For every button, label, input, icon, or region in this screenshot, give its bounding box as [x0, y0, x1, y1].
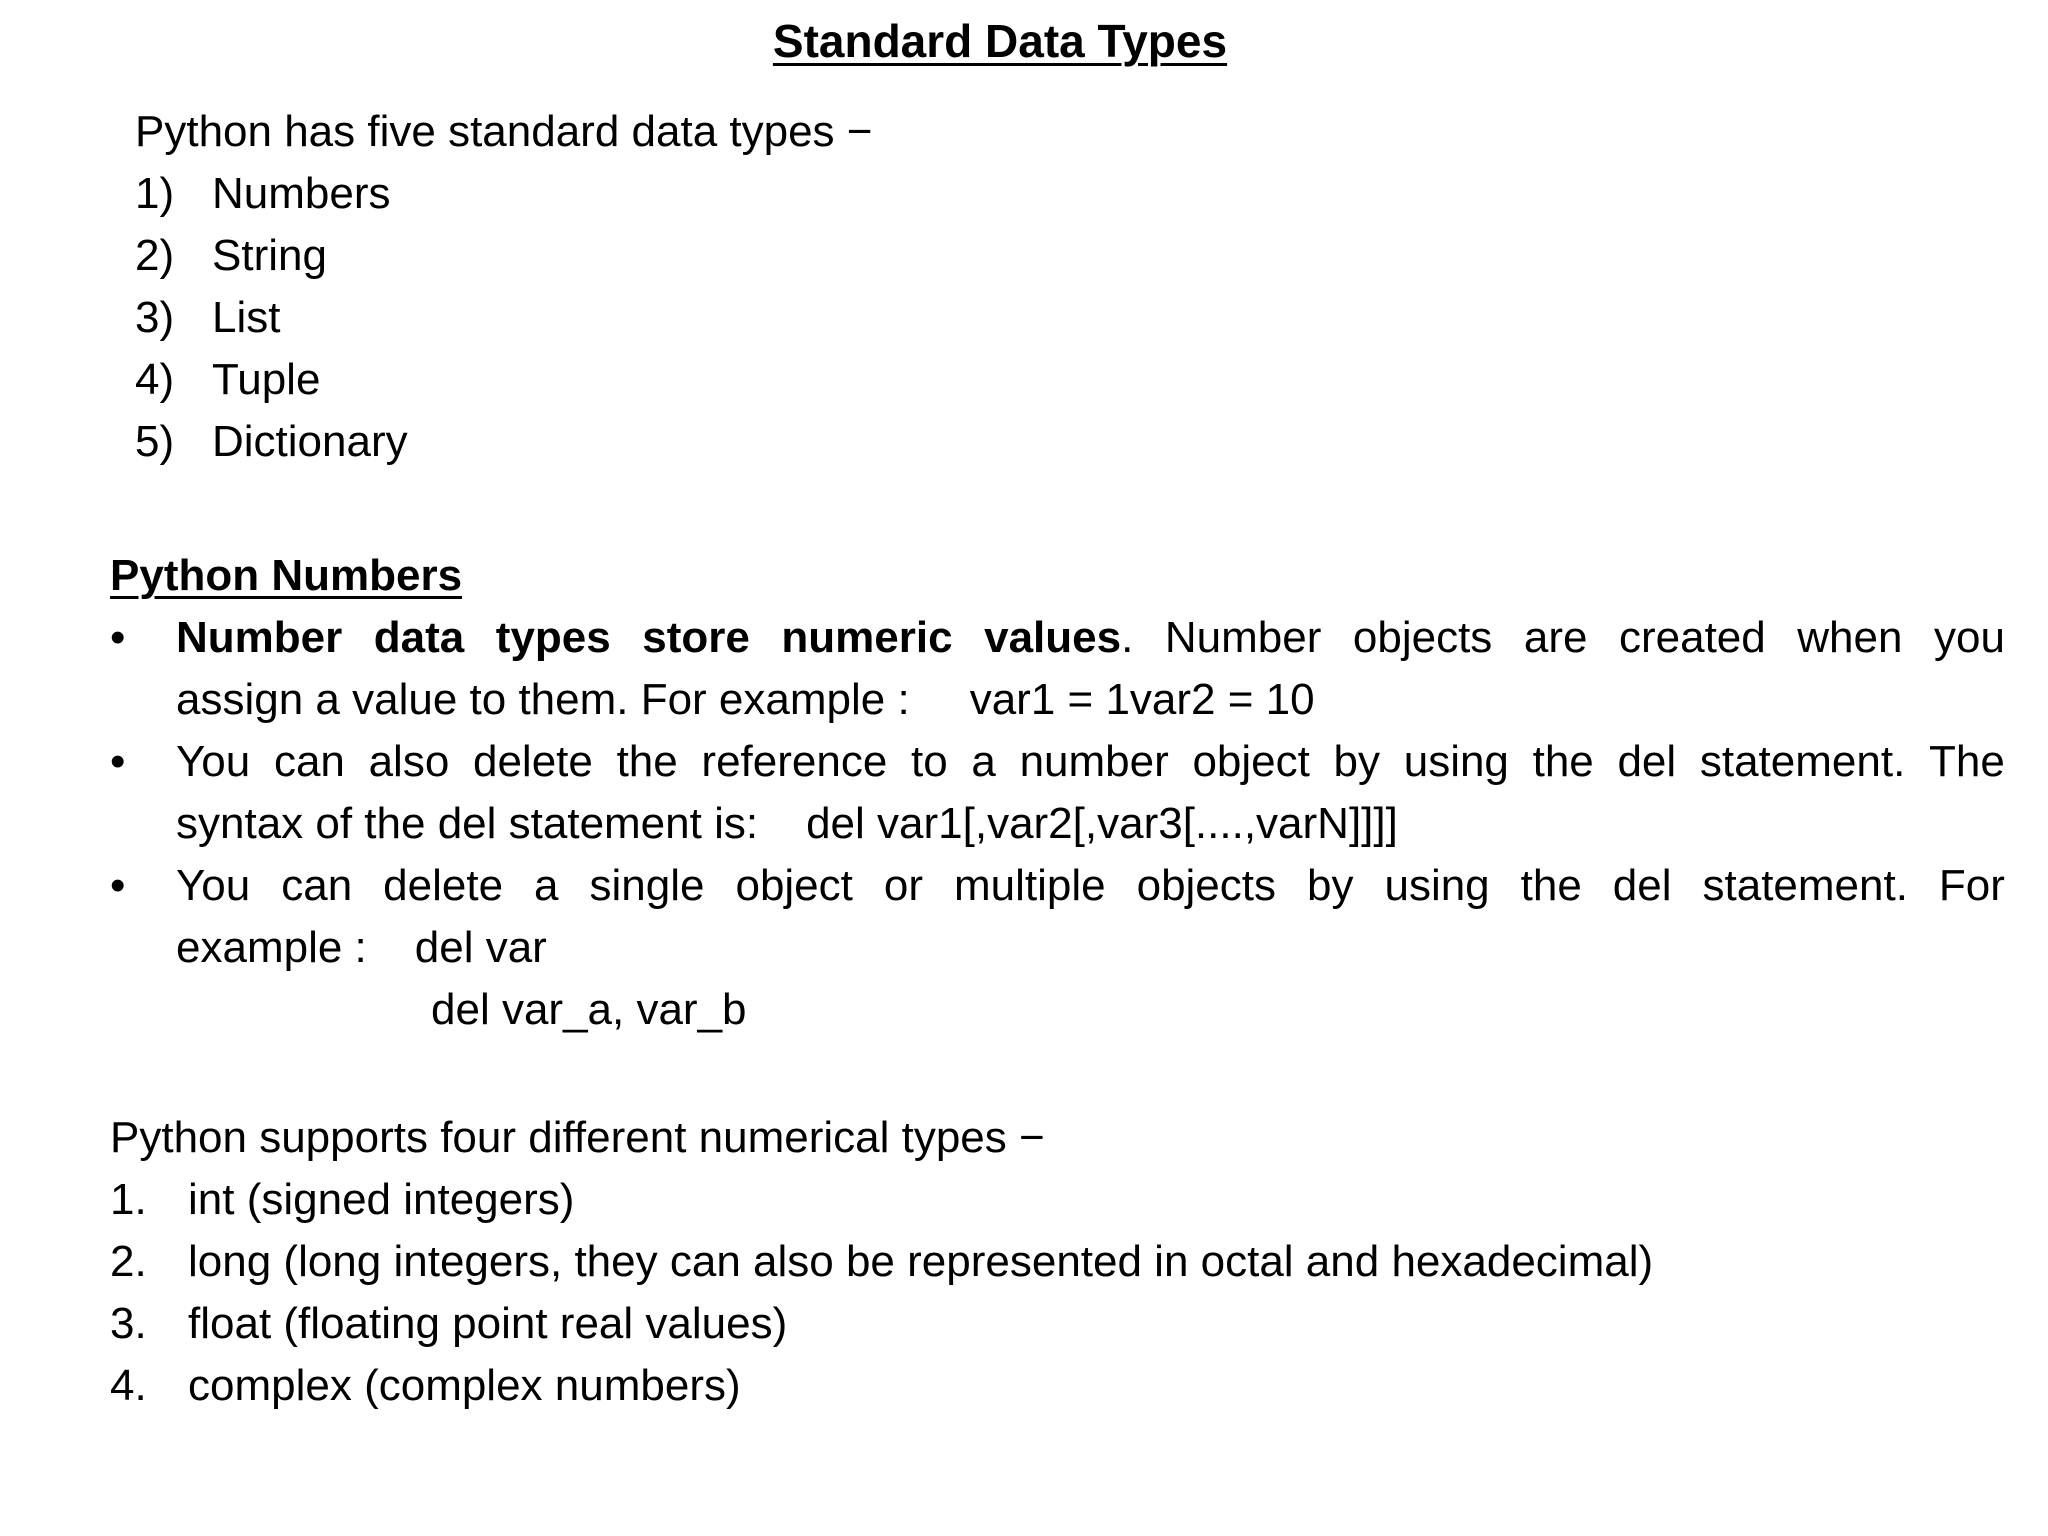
- word: to: [911, 737, 948, 786]
- word: the: [1520, 861, 1582, 910]
- list-marker: 1.: [110, 1175, 147, 1224]
- code-snippet: del var1[,var2[,var3[....,varN]]]]: [806, 799, 1398, 848]
- word: del: [1612, 861, 1672, 910]
- list-marker: 3.: [110, 1299, 147, 1348]
- list-item-label: float (floating point real values): [188, 1299, 788, 1348]
- word: objects: [1136, 861, 1277, 910]
- word: types: [495, 613, 611, 662]
- word: number: [1019, 737, 1169, 786]
- standard-types-list: [135, 163, 408, 473]
- word: created: [1618, 613, 1766, 662]
- list-item: [135, 287, 408, 349]
- word: a: [971, 737, 996, 786]
- python-numbers-bullets: [110, 607, 2005, 1041]
- list-item: [135, 411, 408, 473]
- standard-types-intro: Python has five standard data types −: [135, 107, 873, 156]
- word: can: [281, 861, 353, 910]
- word: You: [176, 861, 251, 910]
- bullet-line: [176, 855, 2005, 917]
- list-item-label: Tuple: [212, 355, 321, 404]
- bullet-line: [176, 793, 2005, 855]
- list-marker: 3): [135, 293, 175, 342]
- word: a: [534, 861, 559, 910]
- numeric-types-intro: Python supports four different numerical types −: [110, 1113, 1045, 1162]
- numeric-types-list: [110, 1169, 1653, 1417]
- list-item: [110, 1293, 1653, 1355]
- word: can: [273, 737, 345, 786]
- bullet-line: [176, 731, 2005, 793]
- list-marker: 1): [135, 169, 175, 218]
- word: The: [1928, 737, 2005, 786]
- word: objects: [1352, 613, 1493, 662]
- list-marker: 4): [135, 355, 175, 404]
- list-item: [135, 349, 408, 411]
- word: values.: [984, 613, 1134, 662]
- word: multiple: [953, 861, 1106, 910]
- bullet-text: example :: [176, 923, 367, 972]
- bullet-text: assign a value to them. For example :: [176, 675, 910, 724]
- list-item-label: Numbers: [212, 169, 391, 218]
- word: by: [1307, 861, 1354, 910]
- word: delete: [472, 737, 593, 786]
- bullet-line: [176, 917, 2005, 979]
- word: you: [1933, 613, 2005, 662]
- bullet-symbol: •: [110, 861, 126, 910]
- list-item: [135, 163, 408, 225]
- bullet-content: [176, 855, 2005, 1041]
- word: the: [1532, 737, 1594, 786]
- word: when: [1797, 613, 1903, 662]
- bullet-line: [176, 607, 2005, 669]
- word: store: [642, 613, 750, 662]
- bullet-line: [176, 979, 2005, 1041]
- word: numeric: [781, 613, 953, 662]
- word: del: [1617, 737, 1677, 786]
- word: statement.: [1702, 861, 1908, 910]
- list-item: [135, 225, 408, 287]
- bullet-item: [110, 731, 2005, 855]
- code-snippet: var1 = 1var2 = 10: [969, 675, 1315, 724]
- bullet-symbol: •: [110, 737, 126, 786]
- word: Number: [176, 613, 343, 662]
- word: are: [1523, 613, 1588, 662]
- word: delete: [383, 861, 504, 910]
- list-item-label: Dictionary: [212, 417, 408, 466]
- list-item: [110, 1169, 1653, 1231]
- code-snippet: del var: [414, 923, 547, 972]
- code-snippet: del var_a, var_b: [431, 985, 747, 1034]
- list-item-label: List: [212, 293, 281, 342]
- word: also: [368, 737, 450, 786]
- list-marker: 2): [135, 231, 175, 280]
- bullet-content: [176, 607, 2005, 731]
- word: For: [1938, 861, 2005, 910]
- word: object: [1192, 737, 1310, 786]
- word: object: [735, 861, 853, 910]
- list-item: [110, 1355, 1653, 1417]
- list-marker: 4.: [110, 1361, 147, 1410]
- word: by: [1333, 737, 1381, 786]
- word: You: [176, 737, 251, 786]
- list-marker: 5): [135, 417, 175, 466]
- python-numbers-heading: Python Numbers: [110, 551, 463, 600]
- list-item-label: String: [212, 231, 327, 280]
- word: using: [1384, 861, 1490, 910]
- list-item: [110, 1231, 1653, 1293]
- list-item-label: int (signed integers): [188, 1175, 575, 1224]
- bullet-text: syntax of the del statement is:: [176, 799, 759, 848]
- bullet-line: [176, 669, 2005, 731]
- bullet-content: [176, 731, 2005, 855]
- word: single: [589, 861, 705, 910]
- word: the: [616, 737, 678, 786]
- word: statement.: [1699, 737, 1906, 786]
- word: reference: [701, 737, 888, 786]
- word: using: [1403, 737, 1509, 786]
- bullet-symbol: •: [110, 613, 126, 662]
- page-title: Standard Data Types: [772, 15, 1228, 67]
- list-item-label: long (long integers, they can also be represented in octal and hexadecimal): [188, 1237, 1654, 1286]
- word: data: [373, 613, 465, 662]
- bullet-item: [110, 855, 2005, 1041]
- list-marker: 2.: [110, 1237, 147, 1286]
- list-item-label: complex (complex numbers): [188, 1361, 741, 1410]
- word: Number: [1164, 613, 1322, 662]
- bullet-item: [110, 607, 2005, 731]
- word: or: [883, 861, 923, 910]
